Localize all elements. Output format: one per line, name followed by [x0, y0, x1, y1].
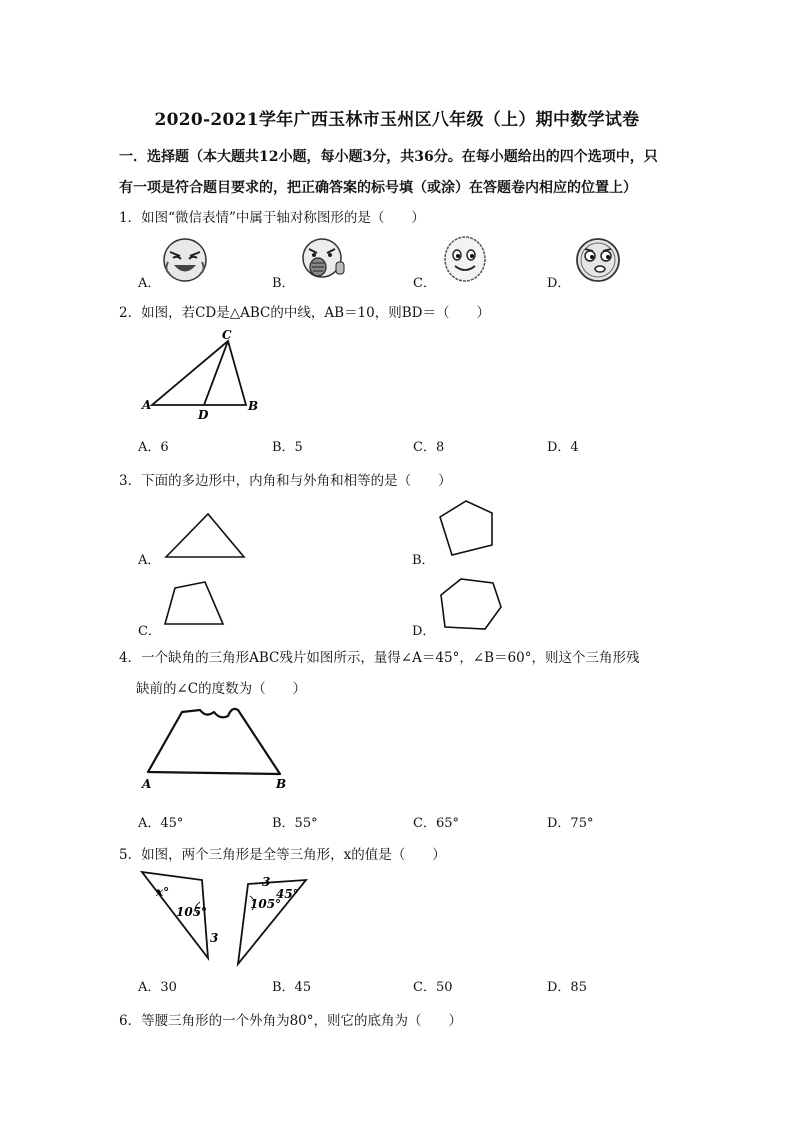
label-d: D	[198, 408, 209, 422]
label-3-left: 3	[210, 931, 219, 945]
q4-broken-triangle-figure	[140, 702, 300, 794]
q1-option-c[interactable]: C．	[413, 276, 436, 291]
label-45: 45°	[276, 887, 299, 901]
label-b: B	[276, 777, 287, 791]
q1-option-a[interactable]: A．	[138, 276, 161, 291]
question-5-text: 5．如图，两个三角形是全等三角形，x的值是（ ）	[119, 847, 446, 863]
section-header-line2: 有一项是符合题目要求的，把正确答案的标号填（或涂）在答题卷内相应的位置上）	[119, 180, 637, 196]
label-3-right: 3	[262, 875, 271, 889]
q1-option-d: D．	[547, 276, 571, 291]
q5-option-b[interactable]: B．45	[272, 980, 312, 995]
facepalm-face-icon	[298, 236, 350, 282]
question-4-text-line1: 4．一个缺角的三角形ABC残片如图所示，量得∠A＝45°，∠B＝60°，则这个三角形残	[119, 650, 640, 666]
q5-option-a[interactable]: A．30	[138, 980, 177, 995]
q4-option-d[interactable]: D．75°	[547, 816, 594, 831]
q3-quadrilateral-shape	[163, 580, 227, 630]
q3-hexagon-shape	[437, 575, 503, 633]
label-105-left: 105°	[176, 905, 208, 919]
q3-option-d[interactable]: D．	[412, 624, 436, 639]
crying-laughing-face-icon	[160, 236, 210, 284]
q2-option-c[interactable]: C．8	[413, 440, 445, 455]
q5-option-c[interactable]: C．50	[413, 980, 453, 995]
q2-option-d[interactable]: D．4	[547, 440, 579, 455]
question-1-text: 1．如图“微信表情”中属于轴对称图形的是（ ）	[119, 210, 425, 226]
q3-option-c[interactable]: C．	[138, 624, 161, 639]
question-2-text: 2．如图，若CD是△ABC的中线，AB＝10，则BD＝（ ）	[119, 305, 490, 321]
question-4-text-line2: 缺前的∠C的度数为（ ）	[136, 681, 307, 697]
question-3-text: 3．下面的多边形中，内角和与外角和相等的是（ ）	[119, 473, 452, 489]
label-c: C	[222, 328, 232, 342]
question-6-text: 6．等腰三角形的一个外角为80°，则它的底角为（ ）	[119, 1013, 463, 1029]
smiling-face-icon	[441, 234, 489, 284]
q3-option-a[interactable]: A．	[138, 553, 161, 568]
q2-triangle-figure	[140, 328, 270, 423]
q2-option-a[interactable]: A．6	[138, 440, 169, 455]
label-b: B	[248, 399, 259, 413]
q3-pentagon-shape	[438, 497, 500, 559]
label-a: A	[142, 777, 152, 791]
q4-option-c[interactable]: C．65°	[413, 816, 459, 831]
section-header-line1: 一．选择题（本大题共12小题，每小题3分，共36分。在每小题给出的四个选项中，只	[119, 149, 658, 165]
worried-face-icon	[573, 236, 623, 284]
label-x: x°	[156, 885, 170, 899]
page-title: 2020-2021学年广西玉林市玉州区八年级（上）期中数学试卷	[154, 110, 640, 130]
q4-option-b[interactable]: B．55°	[272, 816, 318, 831]
q2-option-b[interactable]: B．5	[272, 440, 303, 455]
label-105-right: 105°	[250, 897, 282, 911]
q5-option-d[interactable]: D．85	[547, 980, 587, 995]
q5-congruent-triangles-figure	[140, 870, 320, 970]
q1-option-b[interactable]: B．	[272, 276, 295, 291]
label-a: A	[142, 398, 152, 412]
q4-option-a[interactable]: A．45°	[138, 816, 184, 831]
q3-triangle-shape	[164, 512, 246, 562]
q3-option-b[interactable]: B．	[412, 553, 435, 568]
